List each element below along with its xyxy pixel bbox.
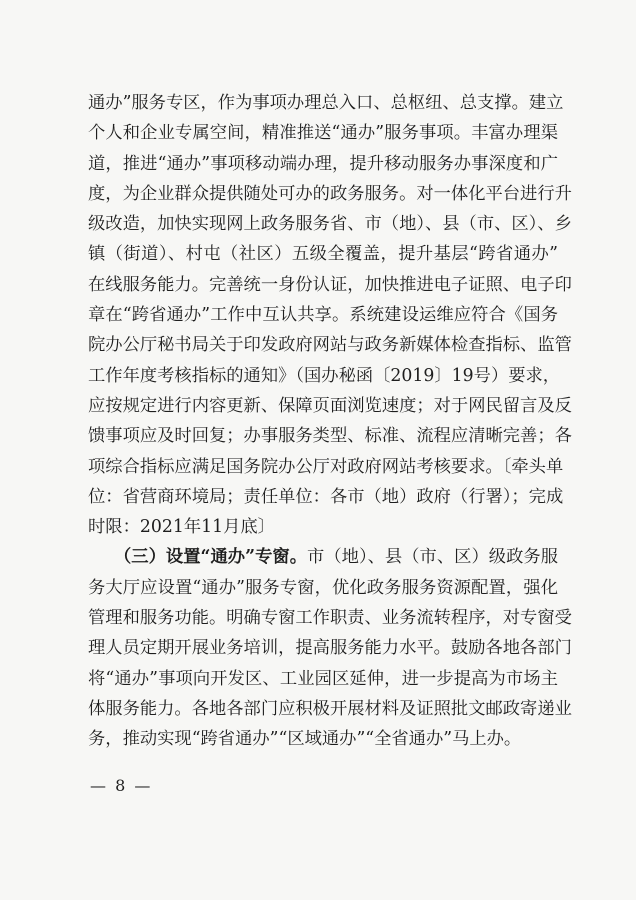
- text-line: 工作年度考核指标的通知》（国办秘函〔2019〕19号）要求，: [88, 365, 561, 386]
- text-line: 位：省营商环境局；责任单位：各市（地）政府（行署）；完成: [88, 486, 564, 507]
- text-line: 务，推动实现“跨省通办”“区域通办”“全省通办”马上办。: [88, 729, 522, 750]
- text-line: 体服务能力。各地各部门应积极开展材料及证照批文邮政寄递业: [88, 698, 572, 719]
- body-text: [88, 88, 572, 755]
- text-line: 级改造，加快实现网上政务服务省、市（地）、县（市、区）、乡: [88, 214, 572, 235]
- text-line: 个人和企业专属空间，精准推送“通办”服务事项。丰富办理渠: [88, 123, 558, 144]
- text-line: 在线服务能力。完善统一身份认证，加快推进电子证照、电子印: [88, 274, 572, 295]
- page-number: — 8 —: [90, 776, 153, 795]
- section-heading-line: [88, 542, 558, 572]
- text-line: 度，为企业群众提供随处可办的政务服务。对一体化平台进行升: [88, 183, 572, 204]
- text-line: 时限：2021年11月底〕: [88, 517, 275, 538]
- text-line: 馈事项应及时回复；办事服务类型、标准、流程应清晰完善；各: [88, 426, 572, 447]
- section-heading: （三）设置“通办”专窗。: [122, 547, 308, 568]
- text-line: 道，推进“通办”事项移动端办理，提升移动服务办事深度和广: [88, 153, 558, 174]
- text-line: 应按规定进行内容更新、保障页面浏览速度；对于网民留言及反: [88, 395, 572, 416]
- text-line: 管理和服务功能。明确专窗工作职责、业务流转程序，对专窗受: [88, 608, 572, 629]
- section-first-line-text: 市（地）、县（市、区）级政务服: [307, 547, 558, 568]
- text-line: 项综合指标应满足国务院办公厅对政府网站考核要求。〔牵头单: [88, 456, 564, 477]
- text-line: 镇（街道）、村屯（社区）五级全覆盖，提升基层“跨省通办”: [88, 244, 558, 265]
- text-line: 理人员定期开展业务培训，提高服务能力水平。鼓励各地各部门: [88, 638, 572, 659]
- text-line: 院办公厅秘书局关于印发政府网站与政务新媒体检查指标、监管: [88, 335, 572, 356]
- text-line: 章在“跨省通办”工作中互认共享。系统建设运维应符合《国务: [88, 305, 558, 326]
- text-line: 将“通办”事项向开发区、工业园区延伸，进一步提高为市场主: [88, 668, 558, 689]
- text-line: 务大厅应设置“通办”服务专窗，优化政务服务资源配置，强化: [88, 577, 558, 598]
- text-line: 通办”服务专区，作为事项办理总入口、总枢纽、总支撑。建立: [88, 93, 564, 113]
